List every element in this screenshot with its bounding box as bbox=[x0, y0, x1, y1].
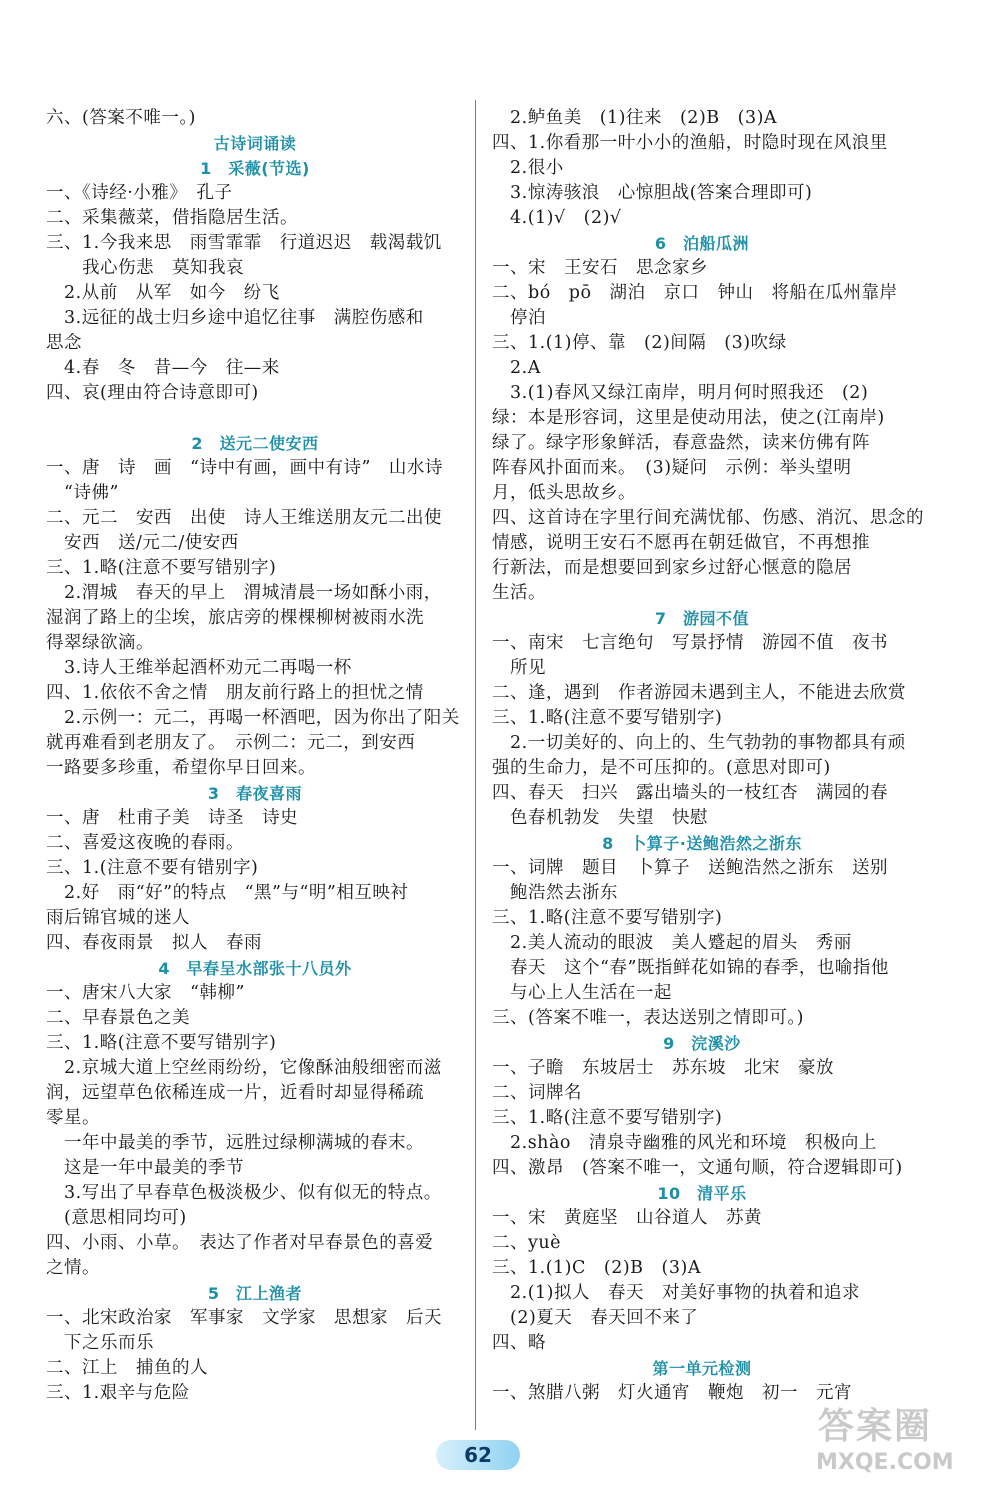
answer-line: 4.春 冬 昔—今 往—来 bbox=[46, 358, 280, 378]
answer-line: 下之乐而乐 bbox=[46, 1333, 154, 1353]
answer-line: 3.惊涛骇浪 心惊胆战(答案合理即可) bbox=[492, 183, 813, 203]
section-heading: 4 早春呈水部张十八员外 bbox=[158, 959, 352, 978]
answer-line: 四、1.你看那一叶小小的渔船，时隐时现在风浪里 bbox=[492, 133, 888, 153]
answer-line: 2.一切美好的、向上的、生气勃勃的事物都具有顽 bbox=[492, 733, 906, 753]
section-heading: 9 浣溪沙 bbox=[663, 1034, 741, 1053]
answer-line: 三、1.(1)C (2)B (3)A bbox=[492, 1258, 701, 1278]
answer-line: 四、这首诗在字里行间充满忧郁、伤感、消沉、思念的 bbox=[492, 508, 924, 528]
answer-line: 二、逢，遇到 作者游园未遇到主人，不能进去欣赏 bbox=[492, 683, 906, 703]
section-heading: 8 卜算子·送鲍浩然之浙东 bbox=[602, 834, 802, 853]
answer-line: 二、采集薇菜，借指隐居生活。 bbox=[46, 208, 298, 228]
answer-line: 二、bó pō 湖泊 京口 钟山 将船在瓜州靠岸 bbox=[492, 283, 898, 303]
answer-line: 润，远望草色依稀连成一片，近看时却显得稀疏 bbox=[46, 1083, 424, 1103]
left-column bbox=[46, 106, 464, 1406]
answer-line: 2.从前 从军 如今 纷飞 bbox=[46, 283, 280, 303]
answer-line: 四、小雨、小草。 表达了作者对早春景色的喜爱 bbox=[46, 1233, 434, 1253]
answer-line: 我心伤悲 莫知我哀 bbox=[46, 258, 244, 278]
answer-line: 三、(答案不唯一，表达送别之情即可。) bbox=[492, 1008, 804, 1028]
answer-line: 四、春天 扫兴 露出墙头的一枝红杏 满园的春 bbox=[492, 783, 888, 803]
answer-line: 一、《诗经·小雅》 孔子 bbox=[46, 183, 233, 203]
section-heading: 7 游园不值 bbox=[654, 609, 750, 628]
section-heading: 6 泊船瓜洲 bbox=[654, 234, 750, 253]
answer-line: 二、江上 捕鱼的人 bbox=[46, 1358, 208, 1378]
answer-line: 4.(1)√ (2)√ bbox=[492, 208, 622, 228]
answer-line: 春天 这个“春”既指鲜花如锦的春季，也喻指他 bbox=[492, 958, 889, 978]
answer-line: 二、早春景色之美 bbox=[46, 1008, 190, 1028]
answer-line: 三、1.艰辛与危险 bbox=[46, 1383, 190, 1403]
answer-line: 三、1.今我来思 雨雪霏霏 行道迟迟 载渴载饥 bbox=[46, 233, 442, 253]
answer-line: 得翠绿欲滴。 bbox=[46, 633, 154, 653]
answer-line: 绿：本是形容词，这里是使动用法，使之(江南岸) bbox=[492, 408, 885, 428]
answer-line: 强的生命力，是不可压抑的。(意思对即可) bbox=[492, 758, 831, 778]
column-divider bbox=[475, 100, 476, 1430]
answer-line: 2.鲈鱼美 (1)往来 (2)B (3)A bbox=[492, 108, 778, 128]
answer-line: 二、元二 安西 出使 诗人王维送朋友元二出使 bbox=[46, 508, 442, 528]
answer-line: 这是一年中最美的季节 bbox=[46, 1158, 244, 1178]
answer-line: 鲍浩然去浙东 bbox=[492, 883, 618, 903]
watermark-logo bbox=[808, 1398, 988, 1478]
answer-line: 三、1.(注意不要有错别字) bbox=[46, 858, 259, 878]
section-heading: 2 送元二使安西 bbox=[191, 434, 319, 453]
answer-line: 零星。 bbox=[46, 1108, 100, 1128]
answer-line: 三、1.略(注意不要写错别字) bbox=[492, 708, 723, 728]
answer-line: 一、唐宋八大家 “韩柳” bbox=[46, 983, 245, 1003]
answer-line: 思念 bbox=[46, 333, 82, 353]
answer-line: 一、宋 王安石 思念家乡 bbox=[492, 258, 708, 278]
answer-line: 3.(1)春风又绿江南岸，明月何时照我还 (2) bbox=[492, 383, 869, 403]
answer-line: 3.写出了早春草色极淡极少、似有似无的特点。 bbox=[46, 1183, 442, 1203]
answer-line: 一、唐 诗 画 “诗中有画，画中有诗” 山水诗 bbox=[46, 458, 443, 478]
answer-line: 一、煞腊八粥 灯火通宵 鞭炮 初一 元宵 bbox=[492, 1383, 852, 1403]
answer-line: 湿润了路上的尘埃，旅店旁的棵棵柳树被雨水洗 bbox=[46, 608, 424, 628]
answer-line: 2.好 雨“好”的特点 “黑”与“明”相互映衬 bbox=[46, 883, 409, 903]
answer-line: 一、宋 黄庭坚 山谷道人 苏黄 bbox=[492, 1208, 762, 1228]
answer-line: 色春机勃发 失望 快慰 bbox=[492, 808, 708, 828]
page-number: 62 bbox=[436, 1440, 520, 1470]
answer-line: 2.(1)拟人 春天 对美好事物的执着和追求 bbox=[492, 1283, 860, 1303]
answer-line: 雨后锦官城的迷人 bbox=[46, 908, 190, 928]
section-heading: 5 江上渔者 bbox=[207, 1284, 303, 1303]
answer-line: (2)夏天 春天回不来了 bbox=[492, 1308, 699, 1328]
answer-line: 二、yuè bbox=[492, 1233, 562, 1253]
answer-line: 2.很小 bbox=[492, 158, 564, 178]
answer-line: 行新法，而是想要回到家乡过舒心惬意的隐居 bbox=[492, 558, 852, 578]
answer-line: 四、1.依依不舍之情 朋友前行路上的担忧之情 bbox=[46, 683, 424, 703]
answer-line: 三、1.略(注意不要写错别字) bbox=[46, 558, 277, 578]
answer-line: “诗佛” bbox=[46, 483, 119, 503]
answer-line: 一、北宋政治家 军事家 文学家 思想家 后天 bbox=[46, 1308, 442, 1328]
answer-line: 一、词牌 题目 卜算子 送鲍浩然之浙东 送别 bbox=[492, 858, 888, 878]
answer-line: 就再难看到老朋友了。 示例二：元二，到安西 bbox=[46, 733, 416, 753]
watermark-text-bottom: MXQE.COM bbox=[816, 1450, 954, 1475]
section-heading: 10 清平乐 bbox=[657, 1184, 747, 1203]
answer-line: 2.shào 清泉寺幽雅的风光和环境 积极向上 bbox=[492, 1133, 877, 1153]
answer-line: 2.渭城 春天的早上 渭城清晨一场如酥小雨， bbox=[46, 583, 442, 603]
answer-line: 安西 送/元二/使安西 bbox=[46, 533, 239, 553]
section-heading: 第一单元检测 bbox=[652, 1359, 752, 1378]
answer-line: 四、略 bbox=[492, 1333, 546, 1353]
answer-line: 绿了。绿字形象鲜活，春意盎然，读来仿佛有阵 bbox=[492, 433, 870, 453]
watermark-text-top: 答案圈 bbox=[818, 1406, 933, 1447]
answer-line: 2.京城大道上空丝雨纷纷，它像酥油般细密而滋 bbox=[46, 1058, 442, 1078]
answer-line: 二、喜爱这夜晚的春雨。 bbox=[46, 833, 244, 853]
answer-line bbox=[46, 406, 464, 431]
answer-line: 一、南宋 七言绝句 写景抒情 游园不值 夜书 bbox=[492, 633, 888, 653]
answer-line: 一、唐 杜甫子美 诗圣 诗史 bbox=[46, 808, 298, 828]
answer-line: 生活。 bbox=[492, 583, 546, 603]
answer-line: 二、词牌名 bbox=[492, 1083, 582, 1103]
answer-line: 所见 bbox=[492, 658, 546, 678]
answer-line: 月，低头思故乡。 bbox=[492, 483, 636, 503]
answer-line: 3.远征的战士归乡途中追忆往事 满腔伤感和 bbox=[46, 308, 424, 328]
answer-line: 2.A bbox=[492, 358, 541, 378]
answer-line: 四、哀(理由符合诗意即可) bbox=[46, 383, 259, 403]
section-heading: 3 春夜喜雨 bbox=[207, 784, 303, 803]
answer-line: 3.诗人王维举起酒杯劝元二再喝一杯 bbox=[46, 658, 352, 678]
right-column bbox=[492, 106, 924, 1406]
answer-line: 一年中最美的季节，远胜过绿柳满城的春末。 bbox=[46, 1133, 424, 1153]
answer-line: 之情。 bbox=[46, 1258, 100, 1278]
section-heading: 古诗词诵读 bbox=[213, 134, 297, 153]
answer-line: 与心上人生活在一起 bbox=[492, 983, 672, 1003]
answer-line: 2.美人流动的眼波 美人蹙起的眉头 秀丽 bbox=[492, 933, 852, 953]
answer-line: 停泊 bbox=[492, 308, 546, 328]
section-heading: 1 采薇(节选) bbox=[200, 159, 310, 178]
answer-line: 阵春风扑面而来。 (3)疑问 示例：举头望明 bbox=[492, 458, 852, 478]
answer-line: 六、(答案不唯一。) bbox=[46, 108, 196, 128]
answer-line: 三、1.略(注意不要写错别字) bbox=[46, 1033, 277, 1053]
answer-line: 四、春夜雨景 拟人 春雨 bbox=[46, 933, 262, 953]
answer-line: 四、激昂 (答案不唯一，文通句顺，符合逻辑即可) bbox=[492, 1158, 903, 1178]
answer-line: (意思相同均可) bbox=[46, 1208, 187, 1228]
answer-line: 三、1.略(注意不要写错别字) bbox=[492, 1108, 723, 1128]
answer-line: 三、1.略(注意不要写错别字) bbox=[492, 908, 723, 928]
answer-line: 三、1.(1)停、靠 (2)间隔 (3)吹绿 bbox=[492, 333, 787, 353]
answer-line: 2.示例一：元二，再喝一杯酒吧，因为你出了阳关 bbox=[46, 708, 460, 728]
answer-line: 一、子瞻 东坡居士 苏东坡 北宋 豪放 bbox=[492, 1058, 834, 1078]
answer-line: 情感，说明王安石不愿再在朝廷做官，不再想推 bbox=[492, 533, 870, 553]
answer-line: 一路要多珍重，希望你早日回来。 bbox=[46, 758, 316, 778]
